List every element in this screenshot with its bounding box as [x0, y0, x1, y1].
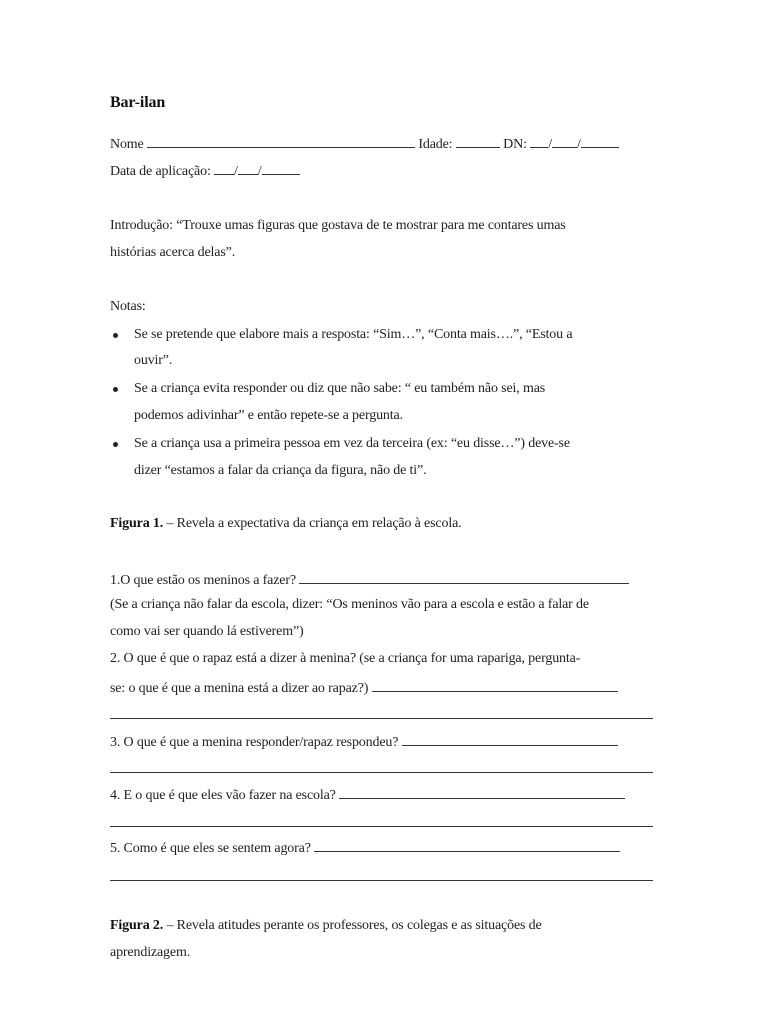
answer-field[interactable]	[402, 731, 618, 746]
notes-heading: Notas:	[110, 299, 146, 314]
answer-line[interactable]	[110, 826, 653, 827]
slash: /	[234, 164, 238, 179]
slash: /	[576, 137, 581, 152]
answer-line[interactable]	[110, 718, 653, 719]
answer-field[interactable]	[372, 677, 618, 692]
figura2-heading	[110, 917, 542, 935]
note-item: ouvir”.	[134, 353, 173, 368]
note-item: podemos adivinhar” e então repete-se a pergunta.	[134, 408, 403, 423]
answer-field[interactable]	[314, 837, 620, 852]
dob-day-field[interactable]	[530, 133, 548, 148]
question-text: 4. E o que é que eles vão fazer na escola?	[110, 788, 336, 803]
date-label: Data de aplicação:	[110, 164, 211, 179]
question-text: 1.O que estão os meninos a fazer?	[110, 573, 296, 588]
note-item: Se se pretende que elabore mais a resposta: “Sim…”, “Conta mais….”, “Estou a	[134, 327, 573, 342]
slash: /	[257, 164, 262, 179]
question-3	[110, 731, 618, 749]
age-label: Idade:	[418, 137, 453, 152]
note-item: Se a criança usa a primeira pessoa em vez da terceira (ex: “eu disse…”) deve-se	[134, 436, 570, 451]
dob-label: DN:	[503, 137, 527, 152]
question-2: 2. O que é que o rapaz está a dizer à menina? (se a criança for uma rapariga, pergunta-	[110, 651, 581, 666]
answer-line[interactable]	[110, 880, 653, 881]
dob-year-field[interactable]	[581, 133, 619, 148]
question-1-note: (Se a criança não falar da escola, dizer: “Os meninos vão para a escola e estão a falar de	[110, 597, 589, 612]
answer-line[interactable]	[110, 772, 653, 773]
age-field[interactable]	[456, 133, 500, 148]
date-month-field[interactable]	[238, 160, 258, 175]
figura2-label: Figura 2.	[110, 918, 164, 933]
name-field[interactable]	[147, 133, 415, 148]
answer-field[interactable]	[339, 784, 625, 799]
figura1-desc: – Revela a expectativa da criança em relação à escola.	[163, 516, 462, 531]
question-4	[110, 784, 625, 802]
figura2-desc-cont: aprendizagem.	[110, 945, 191, 960]
question-5	[110, 837, 620, 855]
intro-text: histórias acerca delas”.	[110, 245, 236, 260]
header-line-2	[110, 160, 300, 178]
bullet-icon	[113, 333, 118, 338]
question-text: 5. Como é que eles se sentem agora?	[110, 841, 311, 856]
answer-field[interactable]	[299, 569, 629, 584]
intro-text: Introdução: “Trouxe umas figuras que gostava de te mostrar para me contares umas	[110, 218, 566, 233]
question-text: se: o que é que a menina está a dizer ao rapaz?)	[110, 681, 369, 696]
header-line-1	[110, 133, 619, 151]
document-title: Bar-ilan	[110, 94, 166, 111]
question-1-note: como vai ser quando lá estiverem”)	[110, 624, 304, 639]
dob-month-field[interactable]	[552, 133, 577, 148]
figura1-label: Figura 1.	[110, 516, 164, 531]
note-item: Se a criança evita responder ou diz que não sabe: “ eu também não sei, mas	[134, 381, 546, 396]
question-2-cont	[110, 677, 618, 695]
bullet-icon	[113, 442, 118, 447]
bullet-icon	[113, 387, 118, 392]
date-day-field[interactable]	[214, 160, 234, 175]
question-1	[110, 569, 629, 587]
slash: /	[548, 137, 552, 152]
figura2-desc: – Revela atitudes perante os professores, os colegas e as situações de	[163, 918, 542, 933]
question-text: 3. O que é que a menina responder/rapaz respondeu?	[110, 735, 399, 750]
date-year-field[interactable]	[262, 160, 300, 175]
figura1-heading	[110, 515, 462, 533]
name-label: Nome	[110, 137, 144, 152]
note-item: dizer “estamos a falar da criança da figura, não de ti”.	[134, 463, 427, 478]
